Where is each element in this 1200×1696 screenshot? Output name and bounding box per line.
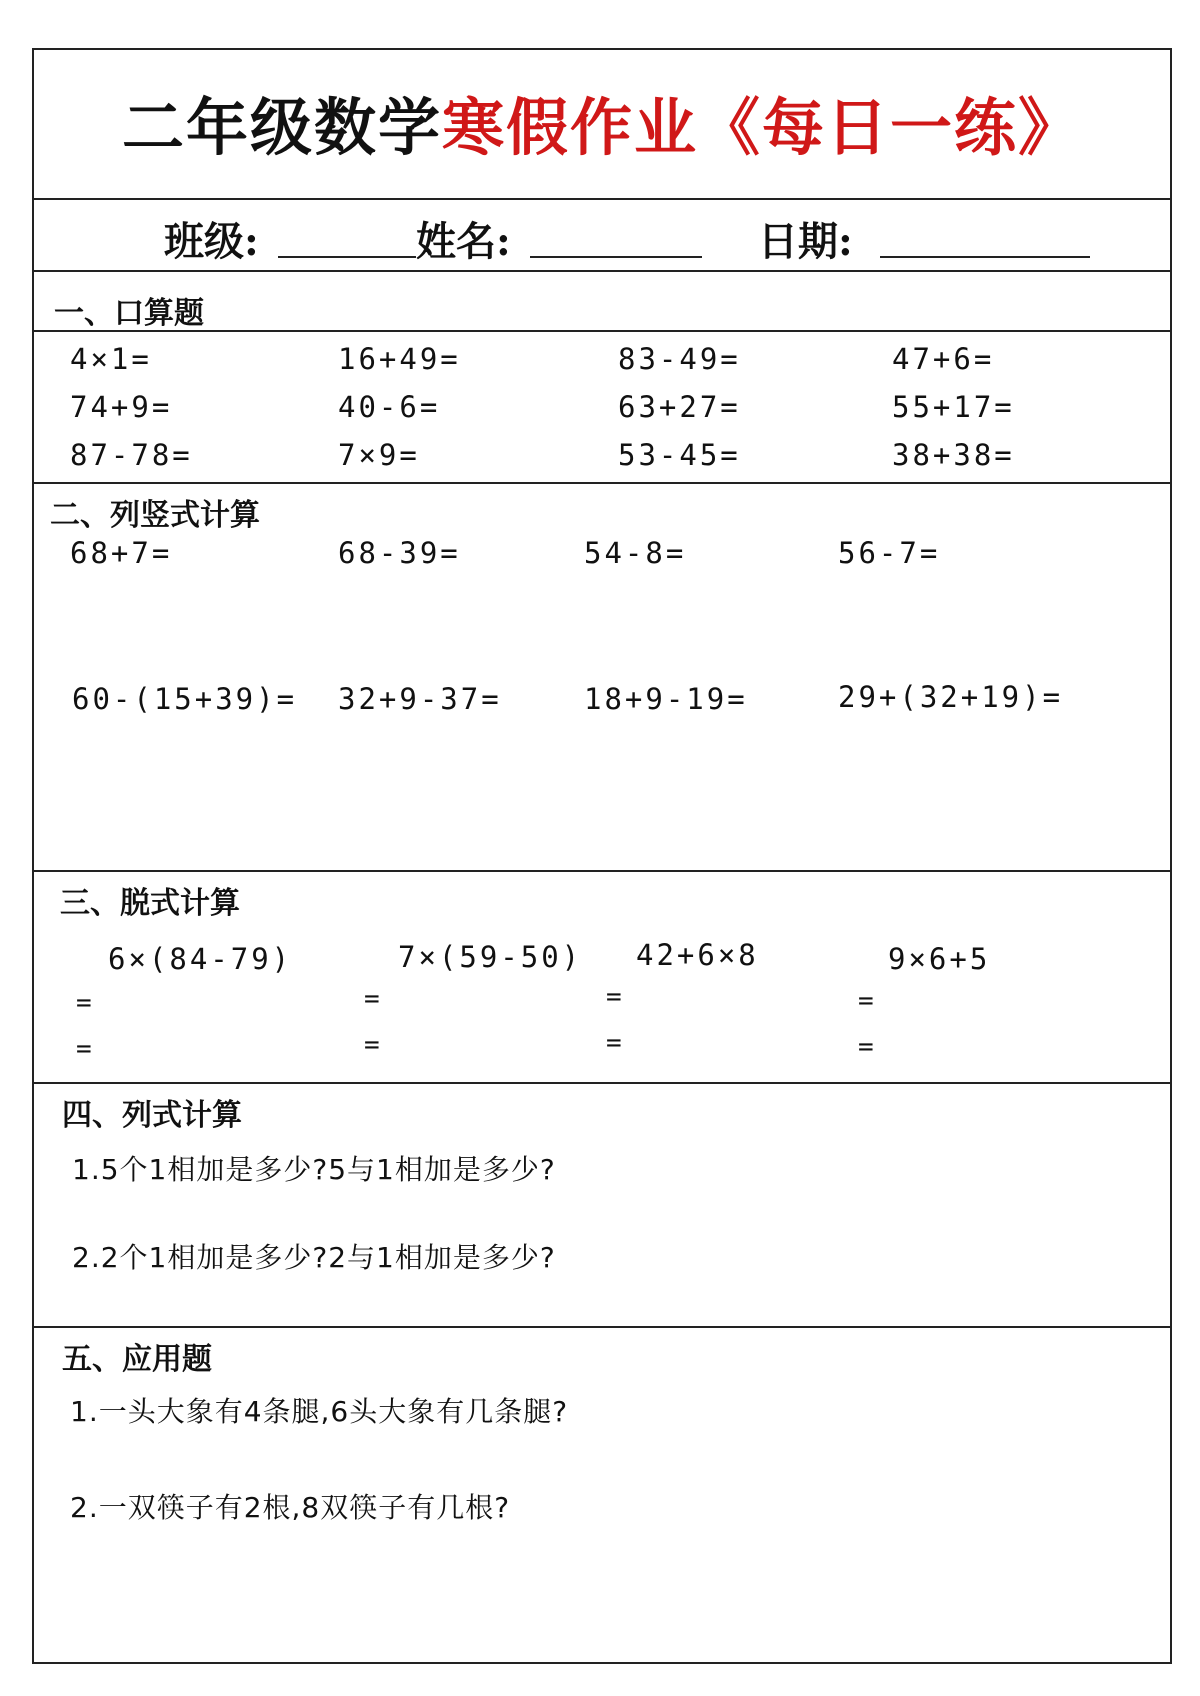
vertical-problem: 54-8= — [584, 536, 687, 570]
step-problem: 42+6×8 — [636, 938, 759, 972]
oral-problem: 53-45= — [618, 438, 741, 472]
step-equals: = — [76, 988, 92, 1018]
step-problem: 7×(59-50) — [398, 940, 583, 974]
step-equals: = — [76, 1034, 92, 1064]
section3-heading: 三、脱式计算 — [60, 886, 240, 921]
date-label: 日期: — [758, 218, 853, 265]
oral-problem: 47+6= — [892, 342, 995, 376]
vertical-problem: 60-(15+39)= — [72, 682, 298, 716]
calc-question: 2.2个1相加是多少?2与1相加是多少? — [72, 1241, 556, 1274]
section1-heading: 一、口算题 — [54, 296, 204, 331]
section4-heading: 四、列式计算 — [62, 1098, 242, 1133]
divider — [34, 198, 1170, 200]
vertical-problem: 18+9-19= — [584, 682, 748, 716]
title-black-part: 二年级数学 — [121, 91, 442, 164]
name-label: 姓名: — [416, 218, 511, 265]
step-equals: = — [364, 1030, 380, 1060]
oral-problem: 63+27= — [618, 390, 741, 424]
vertical-problem: 32+9-37= — [338, 682, 502, 716]
step-equals: = — [364, 984, 380, 1014]
step-equals: = — [606, 1028, 622, 1058]
class-label: 班级: — [164, 218, 259, 265]
vertical-problem: 68-39= — [338, 536, 461, 570]
step-problem: 6×(84-79) — [108, 942, 293, 976]
divider — [34, 870, 1170, 872]
divider — [34, 330, 1170, 332]
oral-problem: 4×1= — [70, 342, 152, 376]
step-problem: 9×6+5 — [888, 942, 991, 976]
worksheet-title — [34, 78, 1170, 167]
oral-problem: 40-6= — [338, 390, 441, 424]
divider — [34, 1326, 1170, 1328]
vertical-problem: 56-7= — [838, 536, 941, 570]
word-problem: 1.一头大象有4条腿,6头大象有几条腿? — [70, 1395, 569, 1428]
name-blank[interactable] — [530, 256, 702, 258]
divider — [34, 482, 1170, 484]
oral-problem: 38+38= — [892, 438, 1015, 472]
oral-problem: 55+17= — [892, 390, 1015, 424]
oral-problem: 87-78= — [70, 438, 193, 472]
date-blank[interactable] — [880, 256, 1090, 258]
section2-heading: 二、列竖式计算 — [50, 498, 260, 533]
oral-problem: 7×9= — [338, 438, 420, 472]
step-equals: = — [606, 982, 622, 1012]
oral-problem: 16+49= — [338, 342, 461, 376]
worksheet — [32, 48, 1172, 1664]
step-equals: = — [858, 1032, 874, 1062]
oral-problem: 83-49= — [618, 342, 741, 376]
title-red-part: 寒假作业《每日一练》 — [442, 91, 1083, 164]
word-problem: 2.一双筷子有2根,8双筷子有几根? — [70, 1491, 511, 1524]
vertical-problem: 29+(32+19)= — [838, 680, 1064, 714]
section5-heading: 五、应用题 — [62, 1342, 212, 1377]
step-equals: = — [858, 986, 874, 1016]
divider — [34, 270, 1170, 272]
vertical-problem: 68+7= — [70, 536, 173, 570]
oral-problem: 74+9= — [70, 390, 173, 424]
class-blank[interactable] — [278, 256, 416, 258]
calc-question: 1.5个1相加是多少?5与1相加是多少? — [72, 1153, 556, 1186]
divider — [34, 1082, 1170, 1084]
